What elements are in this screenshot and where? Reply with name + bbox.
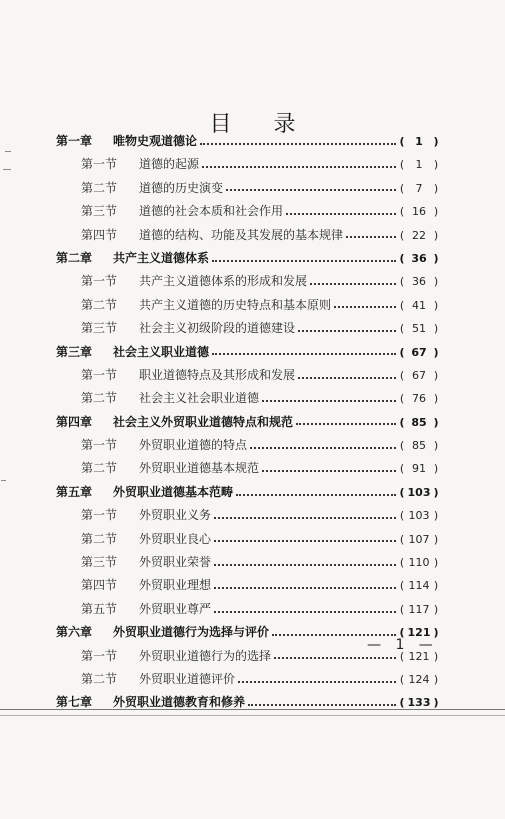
- leader-dots: [250, 437, 396, 449]
- chapter-title: 社会主义职业道德: [113, 344, 210, 359]
- section-title: 外贸职业道德基本规范: [139, 461, 260, 476]
- chapter-entry: [56, 691, 440, 714]
- page-reference: [398, 364, 440, 387]
- section-entry: [56, 270, 440, 293]
- chapter-title: 唯物史观道德论: [113, 134, 198, 148]
- page-reference: [398, 551, 440, 574]
- page-number-value: 36: [411, 251, 427, 265]
- section-label: 第一节: [81, 648, 118, 663]
- leader-dots: [296, 413, 396, 425]
- close-parenthesis: ): [433, 672, 439, 686]
- page-number-value: 103: [408, 509, 430, 523]
- close-parenthesis: ): [433, 322, 439, 336]
- section-title: 道德的历史演变: [139, 180, 224, 195]
- open-parenthesis: (: [399, 462, 405, 476]
- page-number-value: 114: [408, 579, 430, 593]
- close-parenthesis: ): [433, 485, 439, 499]
- open-parenthesis: (: [399, 181, 405, 195]
- chapter-label: 第二章: [56, 250, 93, 265]
- title-char-2: 录: [273, 111, 296, 137]
- page-reference: [398, 224, 440, 247]
- leader-dots: [298, 320, 396, 332]
- leader-dots: [298, 367, 396, 379]
- page-number-value: 107: [408, 532, 430, 546]
- section-label: 第四节: [81, 227, 118, 242]
- close-parenthesis: ): [433, 205, 439, 219]
- chapter-title: 外贸职业道德行为选择与评价: [113, 625, 270, 640]
- section-label: 第二节: [81, 391, 118, 406]
- scan-mark: [3, 169, 11, 170]
- page-number-value: 85: [411, 415, 427, 429]
- section-title: 社会主义社会职业道德: [139, 391, 260, 406]
- page-reference: [398, 668, 440, 691]
- open-parenthesis: (: [399, 556, 405, 570]
- close-parenthesis: ): [433, 462, 439, 476]
- leader-dots: [262, 460, 396, 472]
- section-label: 第二节: [81, 180, 118, 195]
- section-entry: [56, 294, 440, 317]
- section-title: 外贸职业道德行为的选择: [139, 648, 272, 663]
- section-label: 第一节: [81, 508, 118, 523]
- section-title: 外贸职业良心: [139, 531, 212, 546]
- leader-dots: [248, 694, 396, 706]
- chapter-entry: [56, 247, 440, 270]
- close-parenthesis: ): [433, 532, 439, 546]
- page-number-value: 133: [407, 696, 431, 710]
- page-number-value: 85: [412, 439, 426, 453]
- section-title: 外贸职业荣誉: [139, 555, 212, 570]
- section-entry: [56, 200, 440, 223]
- page-reference: [398, 317, 440, 340]
- page-number-value: 121: [408, 649, 430, 663]
- open-parenthesis: (: [399, 392, 405, 406]
- page-number-value: 1: [415, 135, 423, 148]
- page-number: — 1 —: [367, 637, 438, 653]
- close-parenthesis: ): [433, 298, 439, 312]
- section-label: 第一节: [81, 438, 118, 453]
- chapter-title: 外贸职业道德基本范畴: [113, 484, 234, 499]
- chapter-entry: [56, 481, 440, 504]
- open-parenthesis: (: [399, 205, 405, 219]
- open-parenthesis: (: [399, 649, 405, 663]
- leader-dots: [226, 179, 396, 191]
- section-title: 道德的起源: [139, 157, 200, 172]
- page-number-value: 91: [412, 462, 426, 476]
- leader-dots: [212, 250, 396, 262]
- section-entry: [56, 551, 440, 574]
- title-char-1: 目: [209, 111, 232, 137]
- page-reference: [398, 341, 440, 364]
- page-reference: [398, 177, 440, 200]
- scan-bottom-rule: [0, 709, 505, 710]
- leader-dots: [238, 671, 396, 683]
- page-number-value: 36: [412, 275, 426, 289]
- open-parenthesis: (: [399, 509, 405, 523]
- close-parenthesis: ): [433, 368, 439, 382]
- page-number-value: 103: [407, 485, 431, 499]
- page-number-value: 1: [415, 158, 423, 172]
- section-entry: [56, 668, 440, 691]
- section-label: 第二节: [81, 671, 118, 686]
- close-parenthesis: ): [433, 649, 439, 663]
- page-reference: [398, 294, 440, 317]
- chapter-title: 社会主义外贸职业道德特点和规范: [113, 414, 294, 429]
- leader-dots: [214, 601, 396, 613]
- page-reference: [398, 528, 440, 551]
- open-parenthesis: (: [399, 415, 405, 429]
- section-label: 第二节: [81, 531, 118, 546]
- leader-dots: [212, 343, 396, 355]
- open-parenthesis: (: [399, 602, 405, 616]
- section-title: 共产主义道德的历史特点和基本原则: [139, 297, 332, 312]
- section-title: 外贸职业理想: [139, 578, 212, 593]
- close-parenthesis: ): [433, 579, 439, 593]
- section-title: 外贸职业义务: [139, 508, 212, 523]
- section-label: 第一节: [81, 274, 118, 289]
- chapter-label: 第六章: [56, 625, 93, 640]
- section-label: 第三节: [81, 321, 118, 336]
- page-number-value: 110: [408, 556, 430, 570]
- close-parenthesis: ): [433, 251, 439, 265]
- open-parenthesis: (: [399, 532, 405, 546]
- chapter-title: 外贸职业道德教育和修养: [113, 695, 246, 710]
- section-title: 外贸职业尊严: [139, 601, 212, 616]
- close-parenthesis: ): [433, 415, 439, 429]
- scan-mark: [5, 151, 11, 152]
- section-entry: [56, 574, 440, 597]
- section-entry: [56, 434, 440, 457]
- leader-dots: [334, 296, 396, 308]
- section-entry: [56, 504, 440, 527]
- chapter-label: 第七章: [56, 695, 93, 710]
- page-reference: [398, 130, 440, 153]
- section-entry: [56, 153, 440, 176]
- chapter-label: 第一章: [56, 134, 93, 148]
- section-title: 外贸职业道德的特点: [139, 438, 248, 453]
- page-number-value: 67: [412, 368, 426, 382]
- section-title: 共产主义道德体系的形成和发展: [139, 274, 308, 289]
- page-reference: [398, 457, 440, 480]
- leader-dots: [214, 577, 396, 589]
- leader-dots: [262, 390, 396, 402]
- open-parenthesis: (: [399, 626, 405, 640]
- page-number-value: 117: [408, 602, 430, 616]
- open-parenthesis: (: [399, 251, 405, 265]
- page-reference: [398, 153, 440, 176]
- leader-dots: [286, 203, 396, 215]
- close-parenthesis: ): [433, 275, 439, 289]
- page-number-value: 16: [412, 205, 426, 219]
- close-parenthesis: ): [433, 158, 439, 172]
- leader-dots: [236, 484, 396, 496]
- section-entry: [56, 387, 440, 410]
- page-reference: [398, 481, 440, 504]
- close-parenthesis: ): [433, 181, 439, 195]
- close-parenthesis: ): [433, 228, 439, 242]
- leader-dots: [272, 624, 396, 636]
- section-label: 第五节: [81, 601, 118, 616]
- page-reference: [398, 411, 440, 434]
- open-parenthesis: (: [399, 275, 405, 289]
- section-title: 道德的社会本质和社会作用: [139, 204, 284, 219]
- chapter-label: 第三章: [56, 344, 93, 359]
- page-reference: [398, 691, 440, 714]
- open-parenthesis: (: [399, 672, 405, 686]
- section-title: 道德的结构、功能及其发展的基本规律: [139, 227, 344, 242]
- chapter-entry: [56, 341, 440, 364]
- open-parenthesis: (: [399, 228, 405, 242]
- chapter-label: 第四章: [56, 414, 93, 429]
- section-label: 第三节: [81, 204, 118, 219]
- section-entry: [56, 364, 440, 387]
- section-label: 第二节: [81, 461, 118, 476]
- open-parenthesis: (: [399, 345, 405, 359]
- section-title: 社会主义初级阶段的道德建设: [139, 321, 296, 336]
- close-parenthesis: ): [433, 696, 439, 710]
- page-number-value: 76: [412, 392, 426, 406]
- section-entry: [56, 598, 440, 621]
- close-parenthesis: ): [433, 392, 439, 406]
- open-parenthesis: (: [399, 696, 405, 710]
- chapter-title: 共产主义道德体系: [113, 250, 210, 265]
- page-number-value: 124: [408, 672, 430, 686]
- open-parenthesis: (: [399, 158, 405, 172]
- leader-dots: [214, 554, 396, 566]
- leader-dots: [202, 156, 396, 168]
- section-entry: [56, 224, 440, 247]
- scan-bottom-rule: [0, 715, 505, 716]
- close-parenthesis: ): [433, 135, 439, 148]
- page-reference: [398, 574, 440, 597]
- close-parenthesis: ): [433, 602, 439, 616]
- section-label: 第四节: [81, 578, 118, 593]
- chapter-label: 第五章: [56, 484, 93, 499]
- section-title: 职业道德特点及其形成和发展: [139, 367, 296, 382]
- page-reference: [398, 598, 440, 621]
- section-entry: [56, 177, 440, 200]
- leader-dots: [214, 530, 396, 542]
- close-parenthesis: ): [433, 439, 439, 453]
- scan-mark: [1, 480, 6, 481]
- page-number-value: 67: [411, 345, 427, 359]
- open-parenthesis: (: [399, 322, 405, 336]
- open-parenthesis: (: [399, 439, 405, 453]
- page-reference: [398, 434, 440, 457]
- open-parenthesis: (: [399, 485, 405, 499]
- section-entry: [56, 317, 440, 340]
- section-label: 第二节: [81, 297, 118, 312]
- close-parenthesis: ): [433, 556, 439, 570]
- close-parenthesis: ): [433, 626, 439, 640]
- page-number-value: 7: [415, 181, 423, 195]
- page-reference: [398, 387, 440, 410]
- open-parenthesis: (: [399, 135, 405, 148]
- section-entry: [56, 457, 440, 480]
- page-number-value: 51: [412, 322, 426, 336]
- page-number-value: 22: [412, 228, 426, 242]
- section-label: 第一节: [81, 157, 118, 172]
- section-label: 第一节: [81, 367, 118, 382]
- leader-dots: [200, 133, 396, 145]
- table-of-contents: [56, 130, 440, 715]
- section-label: 第三节: [81, 555, 118, 570]
- close-parenthesis: ): [433, 345, 439, 359]
- leader-dots: [214, 507, 396, 519]
- open-parenthesis: (: [399, 579, 405, 593]
- leader-dots: [346, 226, 396, 238]
- section-entry: [56, 528, 440, 551]
- page-reference: [398, 270, 440, 293]
- open-parenthesis: (: [399, 368, 405, 382]
- chapter-entry: [56, 411, 440, 434]
- page-reference: [398, 200, 440, 223]
- page-reference: [398, 504, 440, 527]
- leader-dots: [310, 273, 396, 285]
- page-number-value: 121: [407, 626, 431, 640]
- open-parenthesis: (: [399, 298, 405, 312]
- close-parenthesis: ): [433, 509, 439, 523]
- page-reference: [398, 247, 440, 270]
- page-number-value: 41: [412, 298, 426, 312]
- chapter-entry: [56, 130, 440, 153]
- section-title: 外贸职业道德评价: [139, 671, 236, 686]
